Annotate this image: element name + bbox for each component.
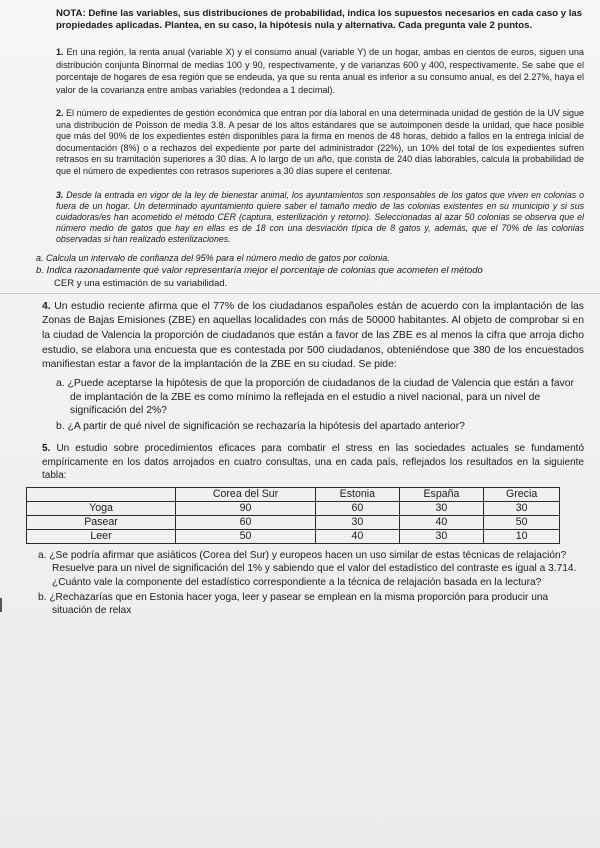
question-1 [56, 46, 584, 96]
table-cell: 10 [484, 529, 560, 543]
question-5-number: 5. [42, 442, 51, 454]
question-5 [42, 442, 584, 483]
table-header-row [27, 487, 560, 501]
question-2-text: El número de expedientes de gestión económica que entran por día laboral en una determinada unidad de gestión de la UV sigue una distribución de Poisson de media 3.8. A pesar de los altos estándares que se autoimponen desde la unidad, que hace posible que más del 90% de los expedientes estén disponibles para la firma en menos de 48 horas, debido a fallos en la entrega inicial de documentación (8%) o a rechazos del expediente por parte del administrador (22%), un 10% del total de los expedientes sufren retrasos en su tramitación superiores a 30 días. A lo largo de un año, que consta de 240 días laborables, calcula la probabilidad de que el número de expedientes con retrasos superiores a 30 días supere el centenar. [56, 108, 584, 176]
table-row-label: Leer [27, 529, 176, 543]
section-divider [0, 293, 600, 294]
table-row-label: Yoga [27, 501, 176, 515]
table-cell: 40 [399, 515, 484, 529]
question-1-text: En una región, la renta anual (variable X) y el consumo anual (variable Y) de un hogar, ambas en cientos de euros, siguen una distribución conjunta Binormal de medias 100 y 90, respectivamente, y de varianzas 600 y 400, respectivamente. Se sabe que el porcentaje de hogares de esa región que se endeuda, ya que su renta anual es inferior a su consumo anual, es del 2.27%, haya el valor de la covarianza entre ambas variables (redondea a 1 decimal). [56, 47, 584, 95]
table-cell: 50 [176, 529, 316, 543]
question-3-text: Desde la entrada en vigor de la ley de bienestar animal, los ayuntamientos son responsables de los gatos que viven en colonias o fuera de un hogar. Un determinado ayuntamiento quiere saber el tamaño medio de las colonias existentes en su municipio y si sus cuidadoras/es han acometido el método CER (captura, esterilización y retorno). Seleccionadas al azar 50 colonias se observa que el número medio de gatos que hay en ellas es de 18 con una desviación típica de 8 gatos y, además, que el 70% de las colonias observadas si han realizado esterilizaciones. [56, 189, 584, 245]
table-cell: 30 [399, 501, 484, 515]
question-3-part-b-line2: CER y una estimación de su variabilidad. [54, 277, 228, 289]
question-1-number: 1. [56, 47, 64, 58]
exam-note: NOTA: Define las variables, sus distribuciones de probabilidad, indica los supuestos necesarios en cada caso y las propiedades aplicadas. Plantea, en su caso, la hipótesis nula y alternativa. Cada pregunta vale 2 puntos. [56, 8, 583, 32]
question-3-part-a: a. Calcula un intervalo de confianza del 95% para el número medio de gatos por colonia. [36, 252, 390, 263]
exam-sheet [36, 8, 585, 618]
question-5-part-b: b. ¿Rechazarías que en Estonia hacer yoga, leer y pasear se emplean en la misma proporción para producir una situación de relax [38, 591, 549, 617]
question-4 [42, 300, 584, 373]
question-3-part-b-line1: b. Indica razonadamente qué valor representaría mejor el porcentaje de colonias que acometen el método [36, 264, 483, 276]
table-header-cell: Corea del Sur [176, 487, 316, 501]
table-header-cell: Estonia [316, 487, 400, 501]
question-3 [56, 190, 584, 246]
question-2 [56, 108, 584, 178]
table-header-cell [27, 487, 176, 501]
question-3-number: 3. [56, 189, 64, 200]
question-4-number: 4. [42, 300, 51, 312]
table-cell: 60 [316, 501, 400, 515]
question-3-part-b [36, 264, 584, 290]
table-row [27, 515, 560, 529]
page-edge-mark [0, 598, 6, 612]
question-2-number: 2. [56, 108, 64, 119]
table-row [27, 501, 560, 515]
table-header-cell: España [399, 487, 484, 501]
stress-techniques-table [26, 487, 560, 544]
question-5-text: Un estudio sobre procedimientos eficaces para combatir el stress en las sociedades actuales se fundamentó empíricamente en los datos arrojados en cuatro consultas, una en cada país, reflejados los resultados en la siguiente tabla: [42, 442, 585, 482]
table-cell: 60 [176, 515, 316, 529]
table-cell: 30 [316, 515, 400, 529]
question-5-part-a: a. ¿Se podría afirmar que asiáticos (Corea del Sur) y europeos hacen un uso similar de estas técnicas de relajación? Resuelve para un nivel de significación del 1% y sabiendo que el valor del estadístico del contraste es igual a 3.714. ¿Cuánto vale la componente del estadístico correspondiente a la técnica de relajación basada en la lectura? [38, 549, 577, 588]
table-cell: 30 [484, 501, 560, 515]
table-cell: 50 [484, 515, 560, 529]
table-cell: 30 [399, 529, 484, 543]
question-4-part-b: b. ¿A partir de qué nivel de significación se rechazaría la hipótesis del apartado anterior? [56, 421, 465, 433]
table-header-cell: Grecia [484, 487, 560, 501]
table-row [27, 529, 560, 543]
question-4-part-a: a. ¿Puede aceptarse la hipótesis de que la proporción de ciudadanos de la ciudad de Valencia que están a favor de implantación de la ZBE es como mínimo la reflejada en el estudio a nivel nacional, para un nivel de significación del 2%? [56, 377, 574, 417]
table-cell: 90 [176, 501, 316, 515]
table-cell: 40 [316, 529, 400, 543]
table-row-label: Pasear [27, 515, 176, 529]
question-4-text: Un estudio reciente afirma que el 77% de los ciudadanos españoles están de acuerdo con la implantación de las Zonas de Bajas Emisiones (ZBE) en aquellas localidades con más de 50000 habitantes. Al objeto de comprobar si en la ciudad de Valencia la proporción de ciudadanos que están a favor de las ZBE es al menos la cifra que arroja dicho estudio, se elabora una encuesta que es contestada por 500 ciudadanos, obteniéndose que 380 de los encuestados manifiestan estar a favor de la implantación de la ZBE en su ciudad. Se pide: [42, 300, 584, 371]
